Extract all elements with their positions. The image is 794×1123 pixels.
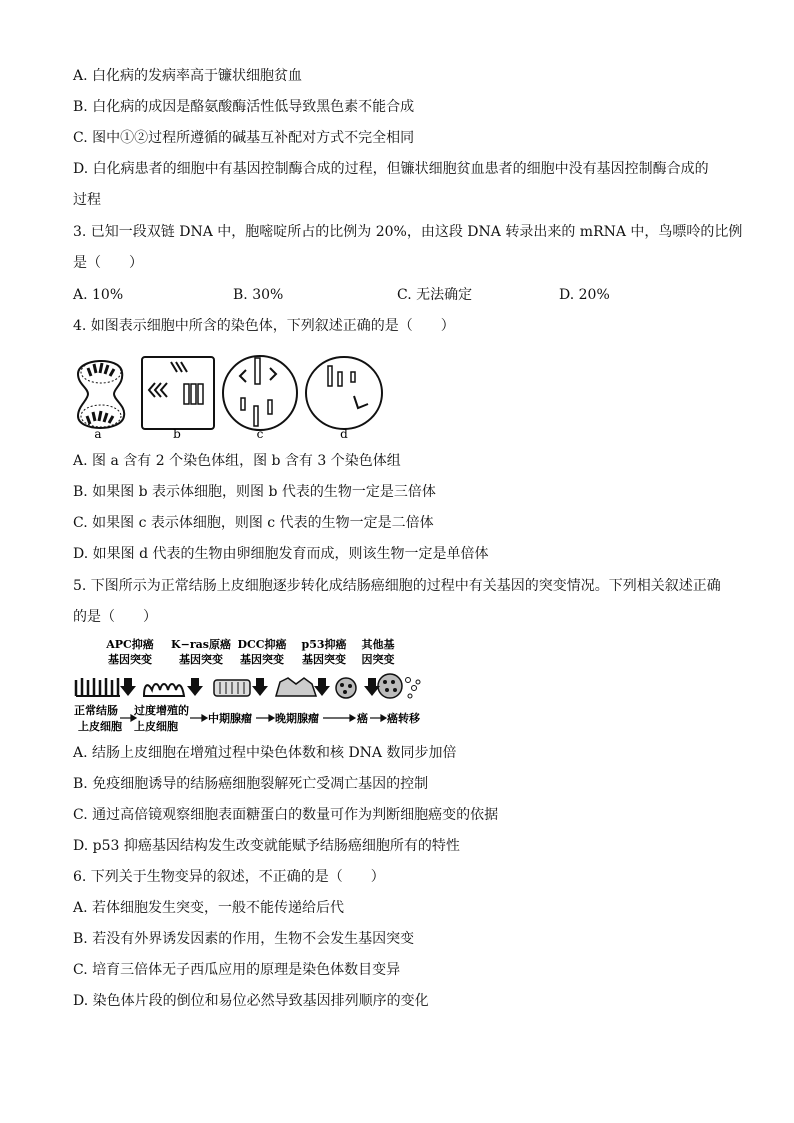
q3-stem-line2: 是（ ） xyxy=(73,255,143,271)
label-a: a xyxy=(94,427,102,440)
mutation-5-line2: 因突变 xyxy=(361,653,395,666)
cell-b xyxy=(142,357,214,429)
q5-stem-line1: 5. 下图所示为正常结肠上皮细胞逐步转化成结肠癌细胞的过程中有关基因的突变情况。下列相关叙述正确 xyxy=(73,578,721,594)
cell-a xyxy=(78,361,124,428)
q6-option-c: C. 培育三倍体无子西瓜应用的原理是染色体数目变异 xyxy=(73,962,401,978)
hyperplastic-epithelium-image xyxy=(144,684,184,696)
mutation-1-line2: 基因突变 xyxy=(108,653,152,666)
q3-option-c: C. 无法确定 xyxy=(397,287,473,303)
label-c: c xyxy=(256,427,264,440)
q5-stem-line2: 的是（ ） xyxy=(73,609,157,625)
stage-hyperplasia-line2: 上皮细胞 xyxy=(134,720,178,733)
q4-stem: 4. 如图表示细胞中所含的染色体，下列叙述正确的是（ ） xyxy=(73,318,455,334)
mutation-3-line1: DCC抑癌 xyxy=(237,638,287,651)
q2-option-a: A. 白化病的发病率高于镰状细胞贫血 xyxy=(73,68,303,84)
label-b: b xyxy=(173,427,181,440)
mutation-2-line2: 基因突变 xyxy=(179,653,223,666)
q4-option-b: B. 如果图 b 表示体细胞，则图 b 代表的生物一定是三倍体 xyxy=(73,484,436,500)
late-adenoma-image xyxy=(276,678,316,696)
q5-option-d: D. p53 抑癌基因结构发生改变就能赋予结肠癌细胞所有的特性 xyxy=(73,838,460,854)
q3-option-a: A. 10% xyxy=(73,287,124,303)
mid-adenoma-image xyxy=(214,680,250,696)
label-d: d xyxy=(340,427,348,440)
q5-option-a: A. 结肠上皮细胞在增殖过程中染色体数和核 DNA 数同步加倍 xyxy=(73,745,457,761)
q3-option-d: D. 20% xyxy=(559,287,610,303)
mutation-1-line1: APC抑癌 xyxy=(106,638,154,651)
mutation-3-line2: 基因突变 xyxy=(240,653,284,666)
stage-normal-line1: 正常结肠 xyxy=(74,704,118,717)
q6-option-b: B. 若没有外界诱发因素的作用，生物不会发生基因突变 xyxy=(73,931,415,947)
stage-hyperplasia-line1: 过度增殖的 xyxy=(134,704,189,717)
normal-epithelium-image xyxy=(76,678,120,696)
mutation-5-line1: 其他基 xyxy=(361,638,395,651)
cell-d xyxy=(306,357,382,429)
chromosome-figure xyxy=(70,350,390,440)
stage-mid-adenoma: 中期腺瘤 xyxy=(208,712,252,725)
mutation-4-line1: p53抑癌 xyxy=(301,638,347,651)
stage-metastasis: 癌转移 xyxy=(387,712,420,725)
q5-option-b: B. 免疫细胞诱导的结肠癌细胞裂解死亡受凋亡基因的控制 xyxy=(73,776,429,792)
q3-stem-line1: 3. 已知一段双链 DNA 中，胞嘧啶所占的比例为 20%，由这段 DNA 转录出来的 mRNA 中，鸟嘌呤的比例 xyxy=(73,224,743,240)
stage-cancer: 癌 xyxy=(357,712,368,725)
metastasis-image xyxy=(378,674,420,698)
q2-option-d-line2: 过程 xyxy=(73,192,101,208)
mutation-4-line2: 基因突变 xyxy=(302,653,346,666)
q6-option-a: A. 若体细胞发生突变，一般不能传递给后代 xyxy=(73,900,345,916)
stage-late-adenoma: 晚期腺瘤 xyxy=(275,712,319,725)
cancer-image xyxy=(336,678,356,698)
colon-cancer-figure xyxy=(74,636,436,734)
q2-option-d-line1: D. 白化病患者的细胞中有基因控制酶合成的过程，但镰状细胞贫血患者的细胞中没有基因控制酶合成的 xyxy=(73,161,709,177)
q3-option-b: B. 30% xyxy=(233,287,284,303)
q3-options xyxy=(0,285,794,305)
cell-c xyxy=(223,356,297,430)
q4-option-c: C. 如果图 c 表示体细胞，则图 c 代表的生物一定是二倍体 xyxy=(73,515,434,531)
q4-option-a: A. 图 a 含有 2 个染色体组，图 b 含有 3 个染色体组 xyxy=(73,453,401,469)
q6-option-d: D. 染色体片段的倒位和易位必然导致基因排列顺序的变化 xyxy=(73,993,429,1009)
q2-option-b: B. 白化病的成因是酪氨酸酶活性低导致黑色素不能合成 xyxy=(73,99,415,115)
q4-option-d: D. 如果图 d 代表的生物由卵细胞发育而成，则该生物一定是单倍体 xyxy=(73,546,489,562)
q6-stem: 6. 下列关于生物变异的叙述，不正确的是（ ） xyxy=(73,869,385,885)
stage-normal-line2: 上皮细胞 xyxy=(78,720,122,733)
q5-option-c: C. 通过高倍镜观察细胞表面糖蛋白的数量可作为判断细胞癌变的依据 xyxy=(73,807,499,823)
mutation-2-line1: K−ras原癌 xyxy=(171,638,231,651)
q2-option-c: C. 图中①②过程所遵循的碱基互补配对方式不完全相同 xyxy=(73,130,415,146)
